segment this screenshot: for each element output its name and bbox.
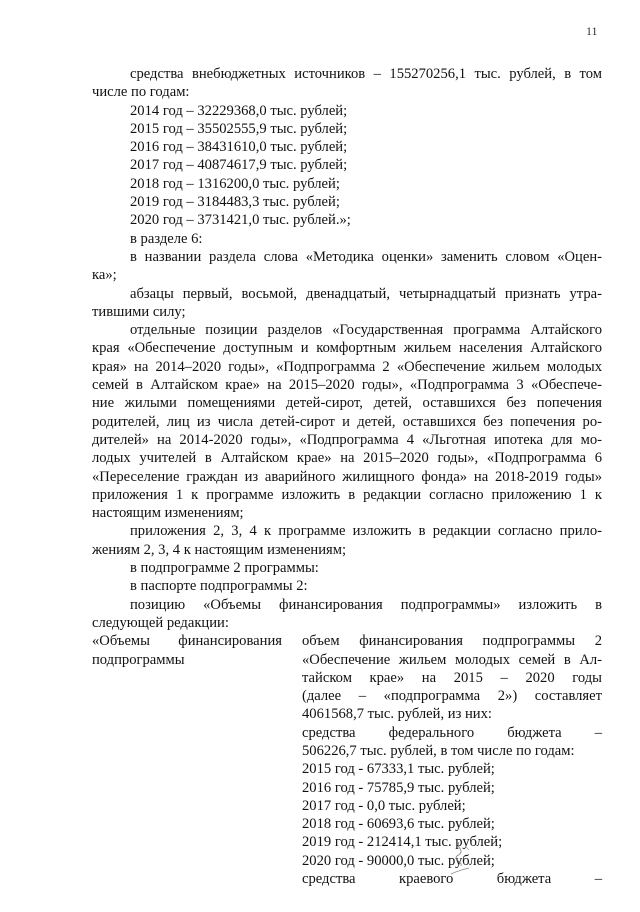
text-line: жениям 2, 3, 4 к настоящим изменениям; (92, 541, 347, 558)
table-right-line: 2015 год - 67333,1 тыс. рублей; (302, 761, 495, 778)
text-line: 2015 год – 35502555,9 тыс. рублей; (130, 120, 348, 137)
text-line: следующей редакции: (92, 614, 229, 631)
text-line: дителей» на 2014-2020 годы», «Подпрограмма 4 «Льготная ипотека для мо- (92, 431, 602, 448)
text-line: абзацы первый, восьмой, двенадцатый, четырнадцатый признать утра- (130, 285, 602, 302)
text-line: в разделе 6: (130, 230, 203, 247)
document-body (92, 65, 602, 912)
table-right-line: 2020 год - 90000,0 тыс. рублей; (302, 852, 495, 869)
text-line: настоящим изменениям; (92, 505, 244, 522)
text-line: в паспорте подпрограммы 2: (130, 578, 308, 595)
text-line: ка»; (92, 267, 117, 284)
table-right-line: средства федерального бюджета – (302, 724, 602, 741)
text-line: тившими силу; (92, 303, 186, 320)
table-right-line: объем финансирования подпрограммы 2 (302, 633, 602, 650)
table-right-line: (далее – «подпрограмма 2») составляет (302, 688, 602, 705)
text-line: отдельные позиции разделов «Государственная программа Алтайского (130, 322, 602, 339)
text-line: лодых учителей в Алтайском крае» на 2015–2020 годы», «Подпрограмма 6 (92, 450, 602, 467)
signature-mark (445, 840, 475, 878)
table-right-line: тайском крае» на 2015 – 2020 годы (302, 669, 602, 686)
table-left-line: подпрограммы (92, 651, 185, 668)
table-right-line: 2016 год - 75785,9 тыс. рублей; (302, 779, 495, 796)
text-line: родителей, лиц из числа детей-сирот и детей, оставшихся без попечения ро- (92, 413, 602, 430)
paragraph-block (92, 65, 602, 632)
table-left-line: «Объемы финансирования (92, 633, 282, 650)
financing-table (92, 632, 602, 912)
text-line: в подпрограмме 2 программы: (130, 560, 319, 577)
text-line: приложения 1 к программе изложить в редакции согласно приложению 1 к (92, 486, 602, 503)
table-right-line: 2018 год - 60693,6 тыс. рублей; (302, 816, 495, 833)
table-right-line: 2019 год - 212414,1 тыс. рублей; (302, 834, 503, 851)
table-right-line: 2017 год - 0,0 тыс. рублей; (302, 797, 466, 814)
table-right-line: 506226,7 тыс. рублей, в том числе по годам: (302, 742, 575, 759)
table-right-line: «Обеспечение жильем молодых семей в Ал- (302, 651, 602, 668)
text-line: ние жилыми помещениями детей-сирот, детей, оставшихся без попечения (92, 395, 602, 412)
text-line: «Переселение граждан из аварийного жилищного фонда» на 2018-2019 годы» (92, 468, 602, 485)
table-right-line: средства краевого бюджета – (302, 871, 602, 888)
text-line: 2017 год – 40874617,9 тыс. рублей; (130, 157, 348, 174)
text-line: приложения 2, 3, 4 к программе изложить в редакции согласно прило- (130, 523, 602, 540)
table-right-line: 4061568,7 тыс. рублей, из них: (302, 706, 492, 723)
text-line: 2014 год – 32229368,0 тыс. рублей; (130, 102, 348, 119)
text-line: позицию «Объемы финансирования подпрограммы» изложить в (130, 596, 602, 613)
text-line: семей в Алтайском крае» на 2015–2020 годы», «Подпрограмма 3 «Обеспече- (92, 377, 602, 394)
text-line: числе по годам: (92, 84, 190, 101)
text-line: края «Обеспечение доступным и комфортным жильем населения Алтайского (92, 340, 602, 357)
text-line: края» на 2014–2020 годы», «Подпрограмма 2 «Обеспечение жильем молодых (92, 358, 602, 375)
text-line: 2019 год – 3184483,3 тыс. рублей; (130, 194, 340, 211)
page-number: 11 (586, 24, 598, 38)
text-line: 2018 год – 1316200,0 тыс. рублей; (130, 175, 340, 192)
text-line: 2020 год – 3731421,0 тыс. рублей.»; (130, 212, 351, 229)
text-line: средства внебюджетных источников – 155270256,1 тыс. рублей, в том (130, 66, 602, 82)
text-line: 2016 год – 38431610,0 тыс. рублей; (130, 139, 348, 156)
table-left-column (92, 632, 282, 669)
text-line: в названии раздела слова «Методика оценки» заменить словом «Оцен- (130, 248, 602, 265)
